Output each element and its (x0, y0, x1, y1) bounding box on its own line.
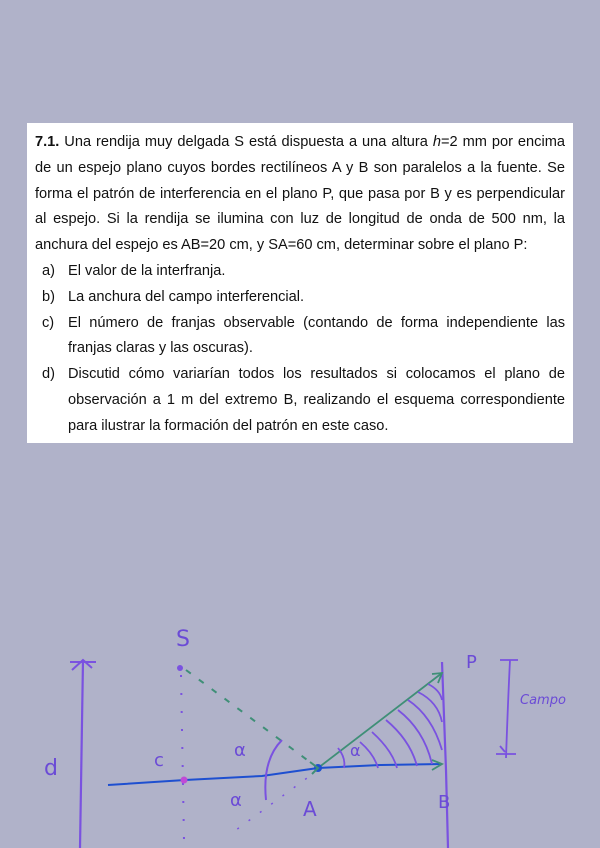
reflected-ray (318, 673, 442, 768)
label-d: d (44, 756, 58, 781)
question-item-b (35, 285, 565, 311)
question-item-c (35, 311, 565, 363)
label-a: A (303, 797, 317, 821)
item-marker: b) (42, 288, 55, 305)
problem-statement (27, 123, 573, 443)
source-point (177, 665, 183, 671)
handwritten-sketch (0, 600, 600, 848)
label-b: B (438, 792, 451, 813)
item-text: El número de franjas observable (contando de forma independiente las franjas claras y las oscuras). (68, 314, 565, 357)
reflected-ray-arrow (432, 673, 442, 683)
label-c: c (154, 750, 164, 771)
item-marker: c) (42, 314, 55, 331)
intro-text-2: =2 mm por encima de un espejo plano cuyos bordes rectilíneos A y B son paralelos a la fuente. Se forma el patrón de interferencia en el plano P, que pasa por B y es perpendicular al espejo. Si la rendija se ilumina con luz de longitud de onda de 500 nm, la anchura del espejo es AB=20 cm, y SA=60 cm, determinar sobre el plano P: (35, 134, 565, 254)
item-marker: a) (42, 262, 55, 279)
label-alpha-top: α (234, 740, 246, 761)
problem-intro (35, 130, 565, 259)
question-list (35, 259, 565, 440)
item-text: El valor de la interfranja. (68, 262, 226, 279)
intro-text-1: Una rendija muy delgada S está dispuesta a una altura (59, 134, 433, 150)
plane-p-line (442, 662, 448, 848)
label-s: S (176, 627, 190, 652)
label-p: P (466, 652, 477, 673)
angle-arc-left (265, 740, 282, 800)
problem-number: 7.1. (35, 134, 60, 150)
campo-bracket (496, 660, 518, 758)
h-symbol: h (432, 134, 441, 150)
d-height-line (80, 660, 83, 848)
question-item-d (35, 362, 565, 439)
item-text: Discutid cómo variarían todos los resultados si colocamos el plano de observación a 1 m del extremo B, realizando el esquema correspondiente para ilustrar la formación del patrón en este caso. (68, 366, 565, 434)
virtual-point (181, 777, 188, 784)
item-text: La anchura del campo interferencial. (68, 288, 305, 305)
item-marker: d) (42, 366, 55, 383)
label-alpha-bottom: α (230, 790, 242, 811)
question-item-a (35, 259, 565, 285)
label-alpha-right: α (350, 741, 361, 760)
source-vertical-dotted (181, 675, 184, 840)
label-campo: Campo (520, 693, 566, 708)
incident-ray (186, 670, 318, 768)
